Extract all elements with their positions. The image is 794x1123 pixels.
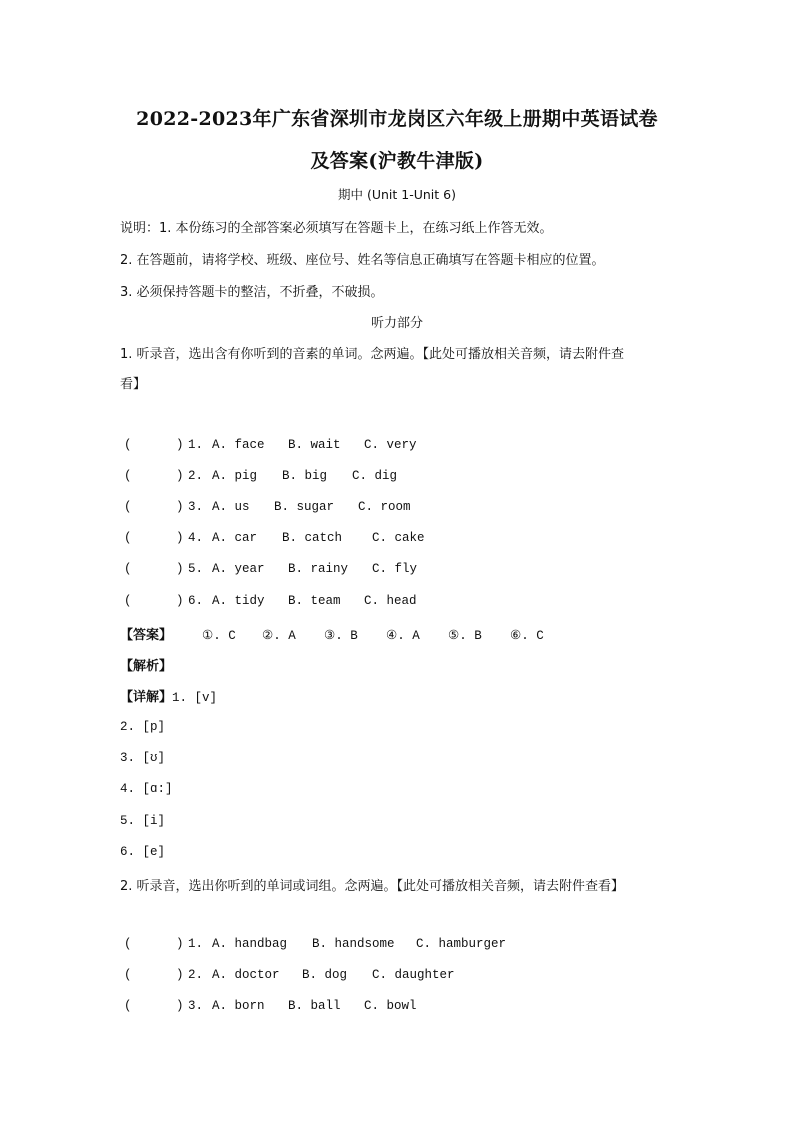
option-b: B. big bbox=[282, 469, 328, 483]
option-a: A. born bbox=[212, 999, 265, 1013]
q1-prompt-line-1: 1. 听录音，选出含有你听到的音素的单词。念两遍。【此处可播放相关音频，请去附件查 bbox=[120, 347, 625, 362]
q2-item: ( ) 3. A. born B. ball C. bowl bbox=[124, 999, 417, 1013]
option-a: A. us bbox=[212, 500, 250, 514]
instruction-3: 3. 必须保持答题卡的整洁，不折叠，不破损。 bbox=[120, 285, 384, 300]
option-b: B. catch bbox=[282, 531, 343, 545]
detail-row bbox=[120, 686, 217, 705]
detail-item: 6. [e] bbox=[120, 845, 166, 859]
doc-title-line-2: 及答案(沪教牛津版) bbox=[310, 150, 484, 172]
option-a: A. pig bbox=[212, 469, 258, 483]
option-c: C. room bbox=[358, 500, 411, 514]
doc-title-line-1: 2022-2023年广东省深圳市龙岗区六年级上册期中英语试卷 bbox=[136, 108, 658, 130]
detail-item: 4. [ɑ:] bbox=[120, 782, 173, 796]
option-a: A. car bbox=[212, 531, 258, 545]
option-a: A. tidy bbox=[212, 594, 265, 608]
answer-item: ⑤. B bbox=[448, 629, 482, 643]
option-b: B. handsome bbox=[312, 937, 395, 951]
option-c: C. bowl bbox=[364, 999, 417, 1013]
detail-item: 5. [i] bbox=[120, 814, 166, 828]
q2-item: ( ) 2. A. doctor B. dog C. daughter bbox=[124, 968, 455, 982]
q2-item: ( ) 1. A. handbag B. handsome C. hamburger bbox=[124, 937, 507, 951]
q1-item: ( ) 6. A. tidy B. team C. head bbox=[124, 594, 417, 608]
instruction-2: 2. 在答题前，请将学校、班级、座位号、姓名等信息正确填写在答题卡相应的位置。 bbox=[120, 253, 605, 268]
option-a: A. year bbox=[212, 562, 265, 576]
option-b: B. wait bbox=[288, 438, 341, 452]
option-c: C. dig bbox=[352, 469, 398, 483]
answer-blank-close: ) bbox=[176, 438, 184, 452]
answer-item: ⑥. C bbox=[510, 629, 544, 643]
option-b: B. team bbox=[288, 594, 341, 608]
q1-item: ( ) 1. A. face B. wait C. very bbox=[124, 438, 417, 452]
option-c: C. very bbox=[364, 438, 417, 452]
answer-label: 【答案】 bbox=[120, 628, 173, 643]
detail-item: 2. [p] bbox=[120, 720, 166, 734]
answer-blank-open: ( bbox=[124, 438, 132, 452]
option-a: A. doctor bbox=[212, 968, 280, 982]
detail-item: 1. [v] bbox=[172, 691, 218, 705]
detail-label: 【详解】 bbox=[120, 690, 173, 705]
answer-item: ②. A bbox=[262, 629, 296, 643]
option-c: C. daughter bbox=[372, 968, 455, 982]
option-a: A. handbag bbox=[212, 937, 288, 951]
option-b: B. ball bbox=[288, 999, 341, 1013]
q1-item: ( ) 4. A. car B. catch C. cake bbox=[124, 531, 425, 545]
option-b: B. dog bbox=[302, 968, 348, 982]
answer-item: ①. C bbox=[202, 629, 236, 643]
option-b: B. sugar bbox=[274, 500, 335, 514]
answer-item: ③. B bbox=[324, 629, 358, 643]
option-c: C. cake bbox=[372, 531, 425, 545]
q1-item: ( ) 5. A. year B. rainy C. fly bbox=[124, 562, 418, 576]
doc-subtitle: 期中 (Unit 1-Unit 6) bbox=[338, 187, 456, 202]
q2-prompt: 2. 听录音，选出你听到的单词或词组。念两遍。【此处可播放相关音频，请去附件查看】 bbox=[120, 879, 625, 894]
answer-row bbox=[120, 624, 544, 643]
option-c: C. head bbox=[364, 594, 417, 608]
detail-item: 3. [ʊ] bbox=[120, 751, 166, 765]
option-a: A. face bbox=[212, 438, 265, 452]
option-c: C. hamburger bbox=[416, 937, 507, 951]
option-c: C. fly bbox=[372, 562, 418, 576]
analysis-label: 【解析】 bbox=[120, 659, 173, 674]
option-b: B. rainy bbox=[288, 562, 349, 576]
q1-item: ( ) 2. A. pig B. big C. dig bbox=[124, 469, 398, 483]
answer-item: ④. A bbox=[386, 629, 420, 643]
q1-item: ( ) 3. A. us B. sugar C. room bbox=[124, 500, 411, 514]
instruction-1: 说明：1. 本份练习的全部答案必须填写在答题卡上，在练习纸上作答无效。 bbox=[120, 221, 553, 236]
q1-prompt-line-2: 看】 bbox=[120, 377, 147, 392]
section-title: 听力部分 bbox=[370, 316, 423, 331]
